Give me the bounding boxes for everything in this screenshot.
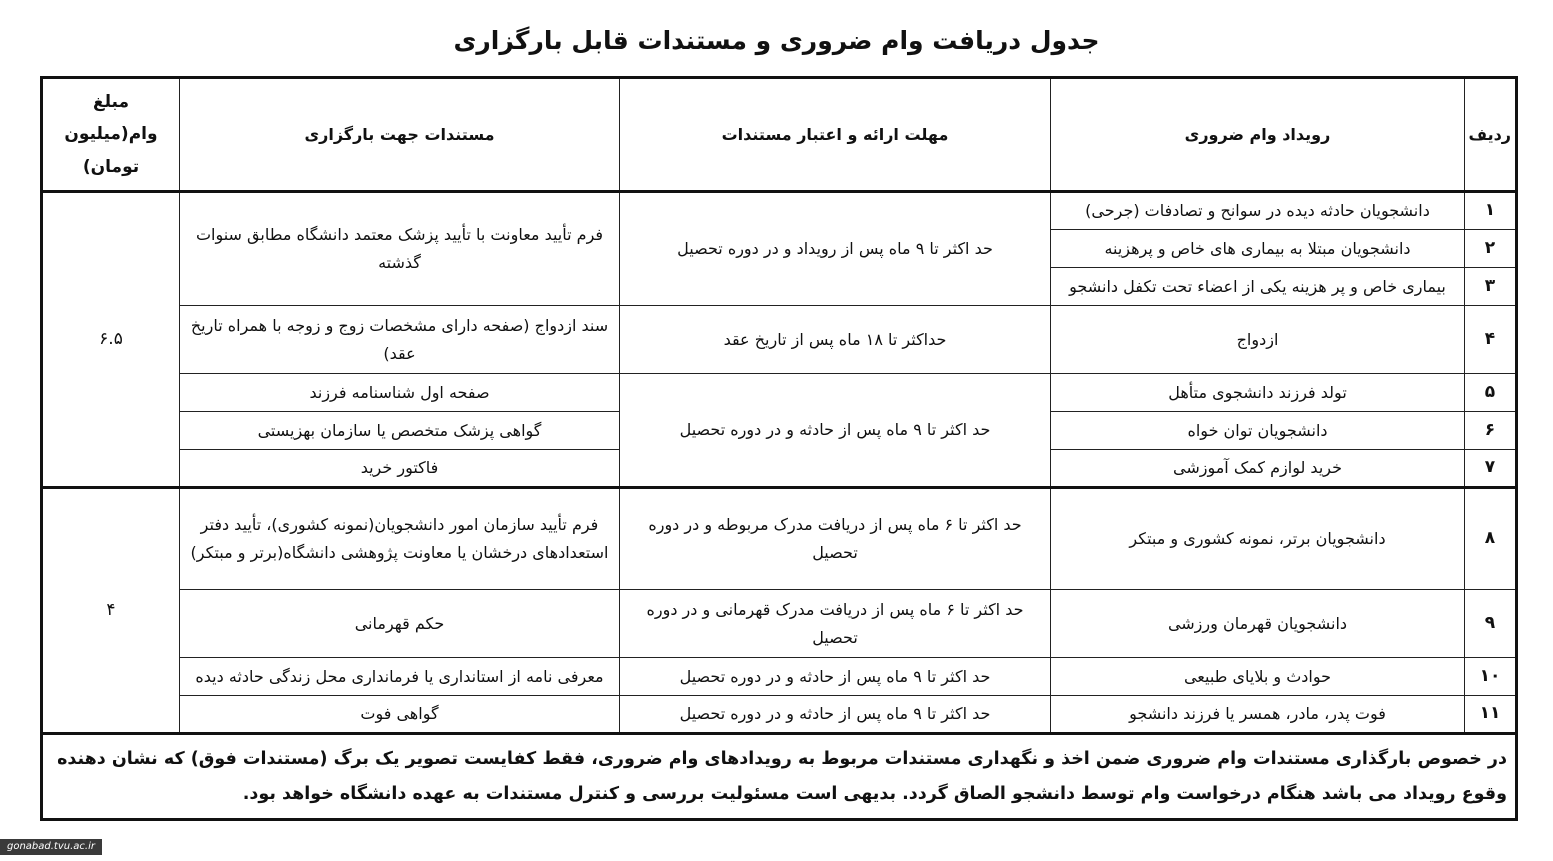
- row-number: ۶: [1465, 412, 1517, 450]
- row-deadline: حد اکثر تا ۹ ماه پس از رویداد و در دوره تحصیل: [620, 192, 1051, 306]
- row-documents: گواهی فوت: [180, 696, 620, 734]
- page-title: جدول دریافت وام ضروری و مستندات قابل بارگزاری: [453, 26, 1100, 55]
- site-watermark: gonabad.tvu.ac.ir: [0, 839, 102, 855]
- row-number: ۹: [1465, 590, 1517, 658]
- table-row: [42, 192, 1517, 230]
- loan-amount: ۴: [42, 488, 180, 734]
- row-event: دانشجویان مبتلا به بیماری های خاص و پرهزینه: [1051, 230, 1465, 268]
- row-documents: معرفی نامه از استانداری یا فرمانداری محل زندگی حادثه دیده: [180, 658, 620, 696]
- loan-table: [40, 76, 1518, 821]
- row-documents: صفحه اول شناسنامه فرزند: [180, 374, 620, 412]
- table-row: [42, 488, 1517, 590]
- table-footer-row: [42, 734, 1517, 820]
- row-event: دانشجویان توان خواه: [1051, 412, 1465, 450]
- loan-amount: ۶.۵: [42, 192, 180, 488]
- row-number: ۳: [1465, 268, 1517, 306]
- row-event: ازدواج: [1051, 306, 1465, 374]
- row-documents: فرم تأیید معاونت با تأیید پزشک معتمد دانشگاه مطابق سنوات گذشته: [180, 192, 620, 306]
- row-deadline: حد اکثر تا ۹ ماه پس از حادثه و در دوره تحصیل: [620, 658, 1051, 696]
- row-event: دانشجویان حادثه دیده در سوانح و تصادفات (جرحی): [1051, 192, 1465, 230]
- row-event: حوادث و بلایای طبیعی: [1051, 658, 1465, 696]
- table-row: [42, 306, 1517, 374]
- table-header-row: [42, 78, 1517, 192]
- table-row: [42, 658, 1517, 696]
- row-documents: گواهی پزشک متخصص یا سازمان بهزیستی: [180, 412, 620, 450]
- row-number: ۱: [1465, 192, 1517, 230]
- row-event: دانشجویان قهرمان ورزشی: [1051, 590, 1465, 658]
- row-documents: فرم تأیید سازمان امور دانشجویان(نمونه کشوری)، تأیید دفتر استعدادهای درخشان یا معاونت پژوهشی دانشگاه(برتر و مبتکر): [180, 488, 620, 590]
- row-event: بیماری خاص و پر هزینه یکی از اعضاء تحت تکفل دانشجو: [1051, 268, 1465, 306]
- row-deadline: حد اکثر تا ۶ ماه پس از دریافت مدرک مربوطه و در دوره تحصیل: [620, 488, 1051, 590]
- row-number: ۷: [1465, 450, 1517, 488]
- row-number: ۸: [1465, 488, 1517, 590]
- row-number: ۵: [1465, 374, 1517, 412]
- row-documents: سند ازدواج (صفحه دارای مشخصات زوج و زوجه با همراه تاریخ عقد): [180, 306, 620, 374]
- footer-note: در خصوص بارگذاری مستندات وام ضروری ضمن اخذ و نگهداری مستندات مربوط به رویدادهای وام ضروری، فقط کفایست تصویر یک برگ (مستندات فوق) که نشان دهنده وقوع رویداد می باشد هنگام درخواست وام توسط دانشجو الصاق گردد. بدیهی است مسئولیت بررسی و کنترل مستندات به عهده دانشگاه خواهد بود.: [42, 734, 1517, 820]
- row-deadline: حد اکثر تا ۶ ماه پس از دریافت مدرک قهرمانی و در دوره تحصیل: [620, 590, 1051, 658]
- header-documents: مستندات جهت بارگزاری: [180, 78, 620, 192]
- row-number: ۴: [1465, 306, 1517, 374]
- row-event: خرید لوازم کمک آموزشی: [1051, 450, 1465, 488]
- table-row: [42, 590, 1517, 658]
- header-row-no: ردیف: [1465, 78, 1517, 192]
- row-number: ۲: [1465, 230, 1517, 268]
- row-documents: حکم قهرمانی: [180, 590, 620, 658]
- row-documents: فاکتور خرید: [180, 450, 620, 488]
- row-deadline: حد اکثر تا ۹ ماه پس از حادثه و در دوره تحصیل: [620, 374, 1051, 488]
- row-deadline: حداکثر تا ۱۸ ماه پس از تاریخ عقد: [620, 306, 1051, 374]
- row-number: ۱۰: [1465, 658, 1517, 696]
- row-event: تولد فرزند دانشجوی متأهل: [1051, 374, 1465, 412]
- table-row: [42, 696, 1517, 734]
- row-number: ۱۱: [1465, 696, 1517, 734]
- header-deadline: مهلت ارائه و اعتبار مستندات: [620, 78, 1051, 192]
- header-event: رویداد وام ضروری: [1051, 78, 1465, 192]
- row-deadline: حد اکثر تا ۹ ماه پس از حادثه و در دوره تحصیل: [620, 696, 1051, 734]
- table-row: [42, 374, 1517, 412]
- row-event: دانشجویان برتر، نمونه کشوری و مبتکر: [1051, 488, 1465, 590]
- row-event: فوت پدر، مادر، همسر یا فرزند دانشجو: [1051, 696, 1465, 734]
- header-amount: مبلغ وام(میلیون تومان): [42, 78, 180, 192]
